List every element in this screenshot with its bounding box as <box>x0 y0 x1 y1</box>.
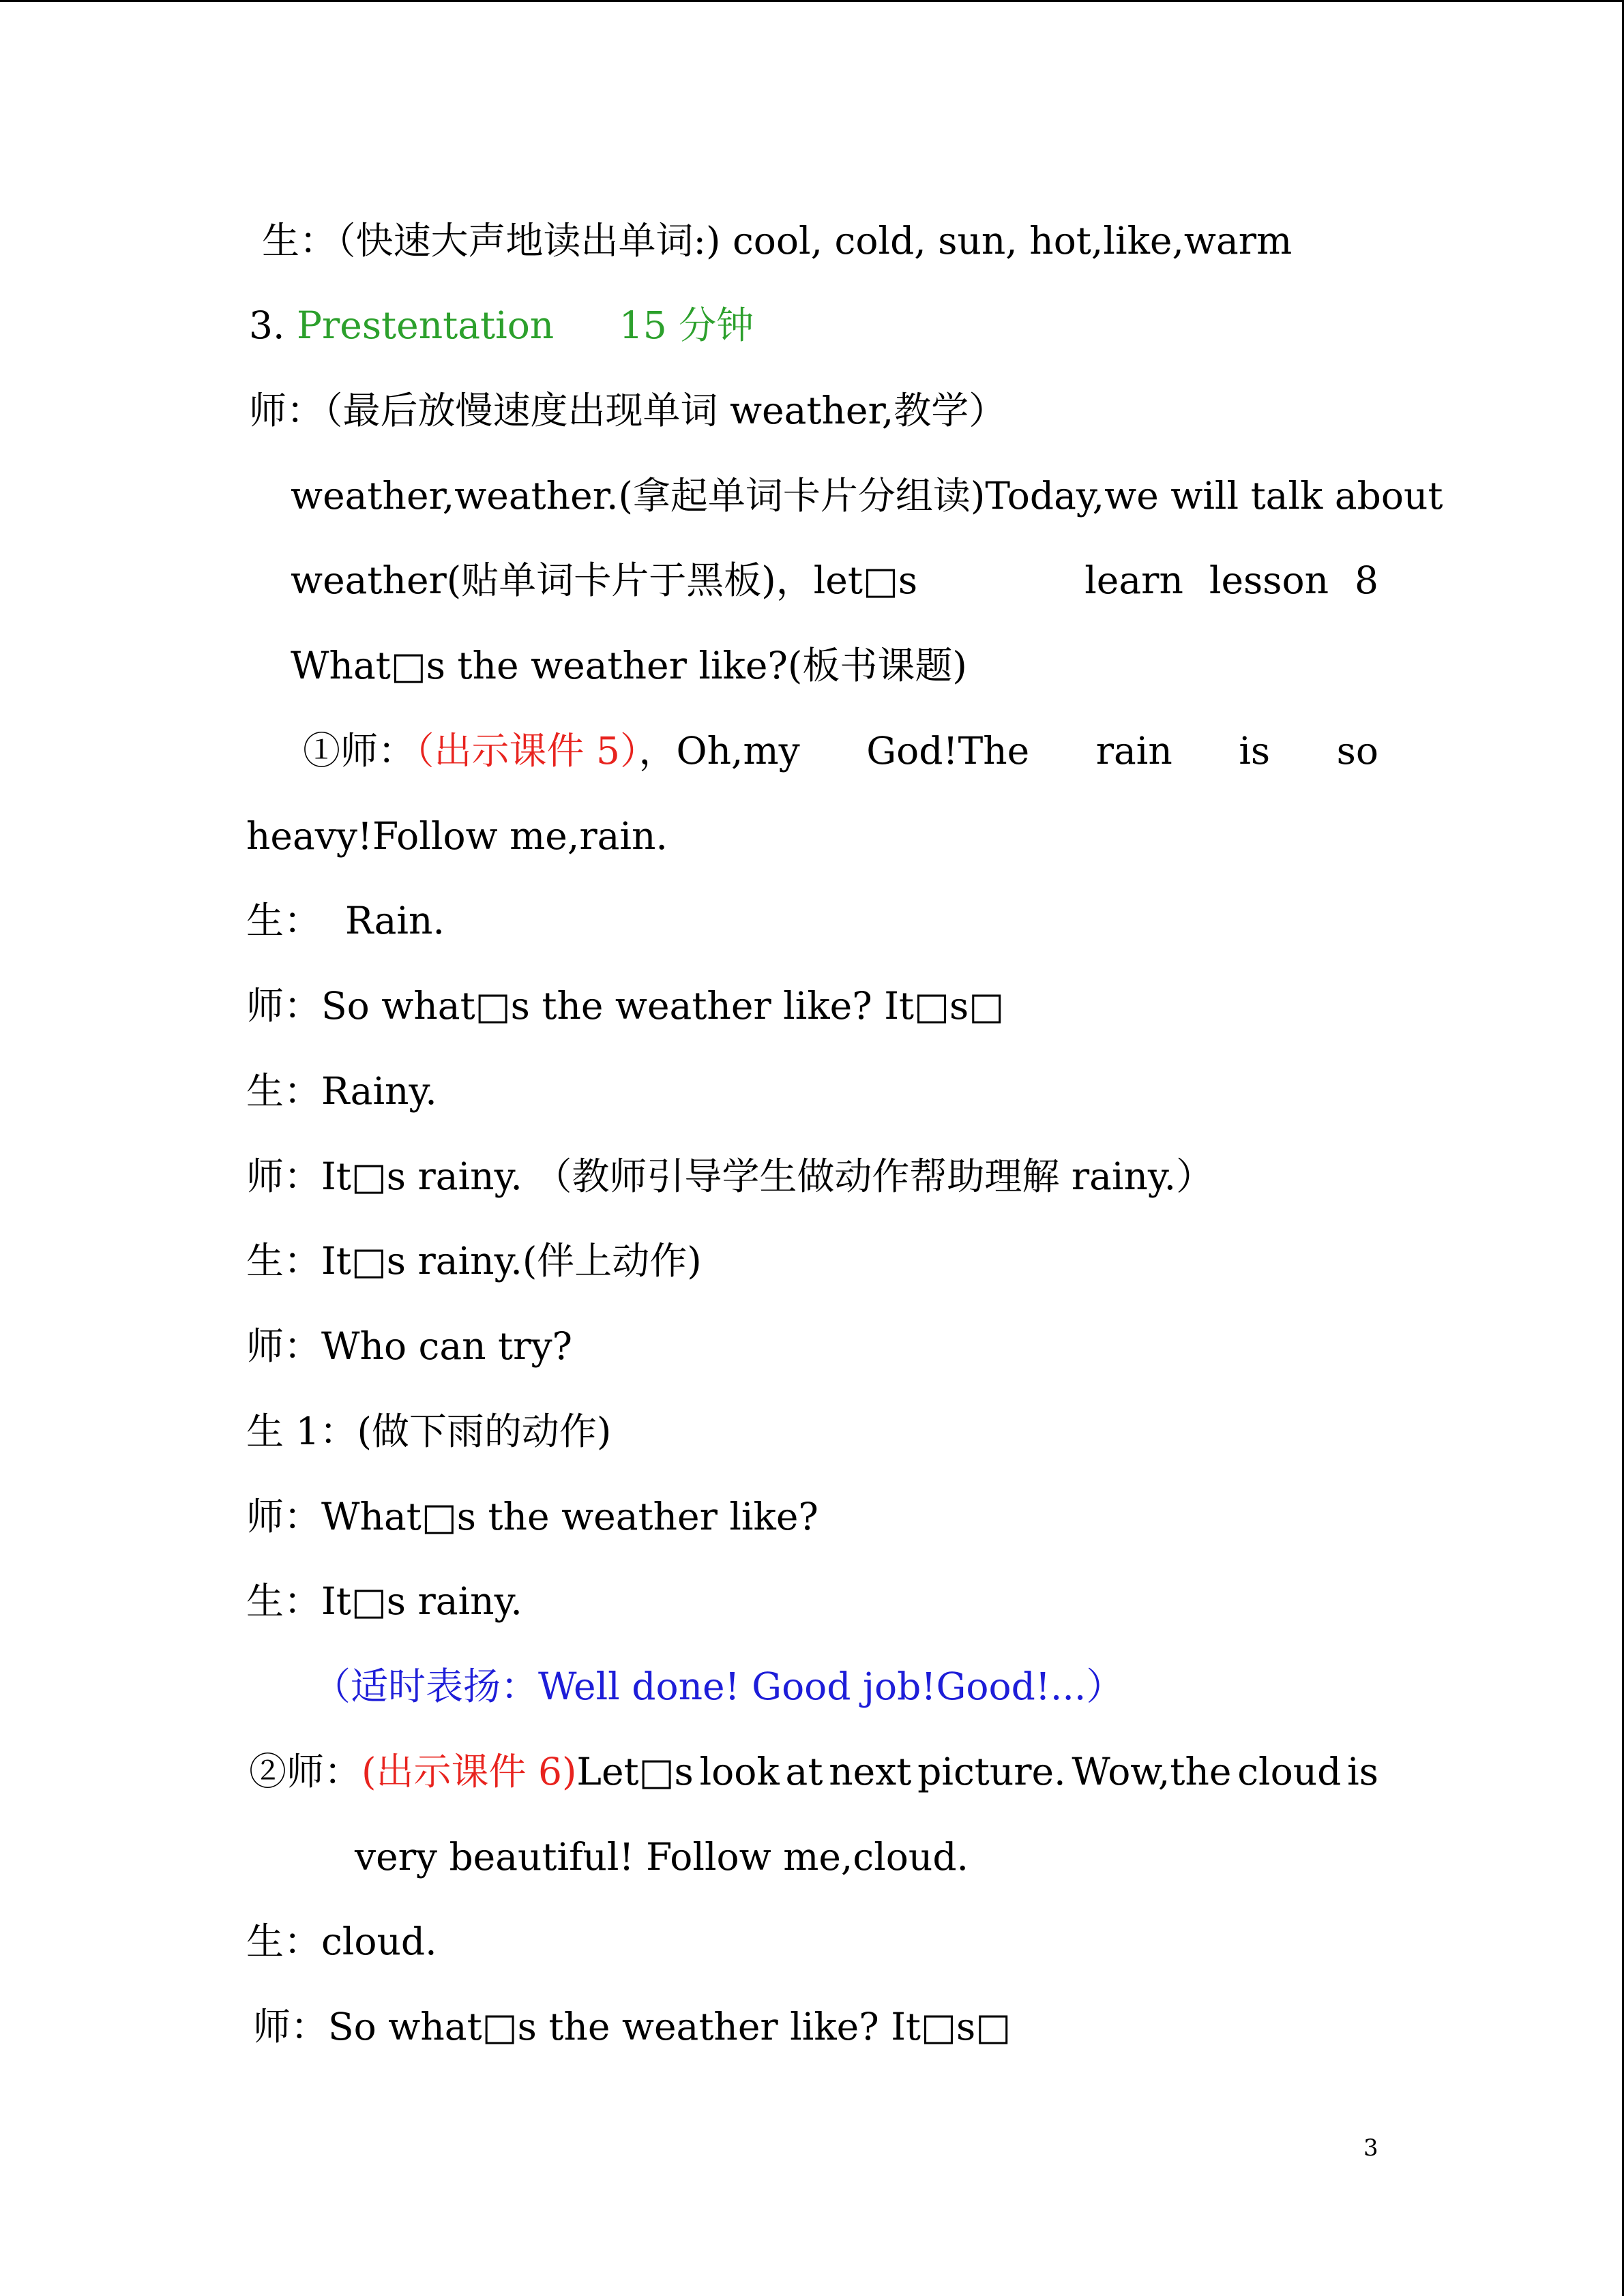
step-2-word: next <box>829 1750 912 1793</box>
step-2-word: is <box>1347 1750 1378 1793</box>
teacher-line-lets-learn <box>291 556 1378 604</box>
teacher-line-whats-weather-2: 师：What□s the weather like? <box>246 1495 818 1538</box>
teacher-line-whats-weather: 师：So what□s the weather like? It□s□ <box>246 984 1005 1028</box>
student-line-rain: 生： Rain. <box>246 899 445 942</box>
teacher-line-step-1 <box>303 727 1378 775</box>
step-2-word: at <box>785 1750 823 1793</box>
teacher-line-who-can-try: 师：Who can try? <box>246 1324 573 1368</box>
section-heading <box>249 301 754 349</box>
page-number: 3 <box>1363 2134 1378 2162</box>
step-2-word: Let□s <box>576 1750 694 1793</box>
lesson-word: learn <box>1084 558 1183 602</box>
teacher-line-weather-intro: 师：（最后放慢速度出现单词 weather,教学） <box>249 389 1007 432</box>
student-line-rainy: 生：Rainy. <box>246 1069 437 1113</box>
step-2-lead <box>249 1748 694 1795</box>
courseware-6-cue: (出示课件 6) <box>361 1750 577 1793</box>
step-2-word: Wow,the <box>1072 1750 1232 1793</box>
section-duration: 15 分钟 <box>619 303 754 347</box>
teacher-line-today: weather,weather.(拿起单词卡片分组读)Today,we will talk about <box>291 474 1443 518</box>
teacher-line-its-rainy: 师：It□s rainy. （教师引导学生做动作帮助理解 rainy.） <box>246 1154 1214 1198</box>
page-top-border <box>0 0 1624 2</box>
step-2-word: cloud <box>1237 1750 1342 1793</box>
lesson-word: weather(贴单词卡片于黑板)，let□s <box>291 558 918 602</box>
teacher-line-follow-cloud: very beautiful! Follow me,cloud. <box>355 1835 969 1879</box>
section-number: 3. <box>249 303 285 347</box>
student-line-cloud: 生：cloud. <box>246 1920 437 1963</box>
student-line-read-words: 生：（快速大声地读出单词:) cool, cold, sun, hot,like,warm <box>262 219 1293 263</box>
teacher-line-whats-weather-3: 师：So what□s the weather like? It□s□ <box>253 2005 1012 2048</box>
step-1-prefix: ①师： <box>303 729 416 773</box>
step-1-word: God!The <box>866 729 1030 773</box>
student-line-its-rainy-2: 生：It□s rainy. <box>246 1579 522 1623</box>
step-1-word: rain <box>1095 729 1172 773</box>
step-2-prefix: ②师： <box>249 1750 362 1793</box>
teacher-line-lesson-title: What□s the weather like?(板书课题) <box>291 644 967 687</box>
step-1-lead <box>303 727 800 775</box>
step-2-word: look <box>699 1750 780 1793</box>
student-line-its-rainy-action: 生：It□s rainy.(伴上动作) <box>246 1239 702 1283</box>
teacher-line-step-2 <box>249 1748 1378 1795</box>
lesson-word: 8 <box>1355 558 1378 602</box>
lesson-word: lesson <box>1209 558 1329 602</box>
courseware-5-cue: （出示课件 5） <box>415 729 639 773</box>
step-1-word: is <box>1239 729 1271 773</box>
step-1-word: so <box>1336 729 1378 773</box>
praise-note: （适时表扬：Well done! Good job!Good!...） <box>313 1665 1124 1708</box>
step-1-word: ，Oh,my <box>638 729 800 773</box>
step-2-word: picture. <box>917 1750 1066 1793</box>
student-1-line-rain-action: 生 1：(做下雨的动作) <box>246 1410 612 1453</box>
teacher-line-follow-rain: heavy!Follow me,rain. <box>246 814 668 858</box>
section-title: Prestentation <box>296 303 555 347</box>
